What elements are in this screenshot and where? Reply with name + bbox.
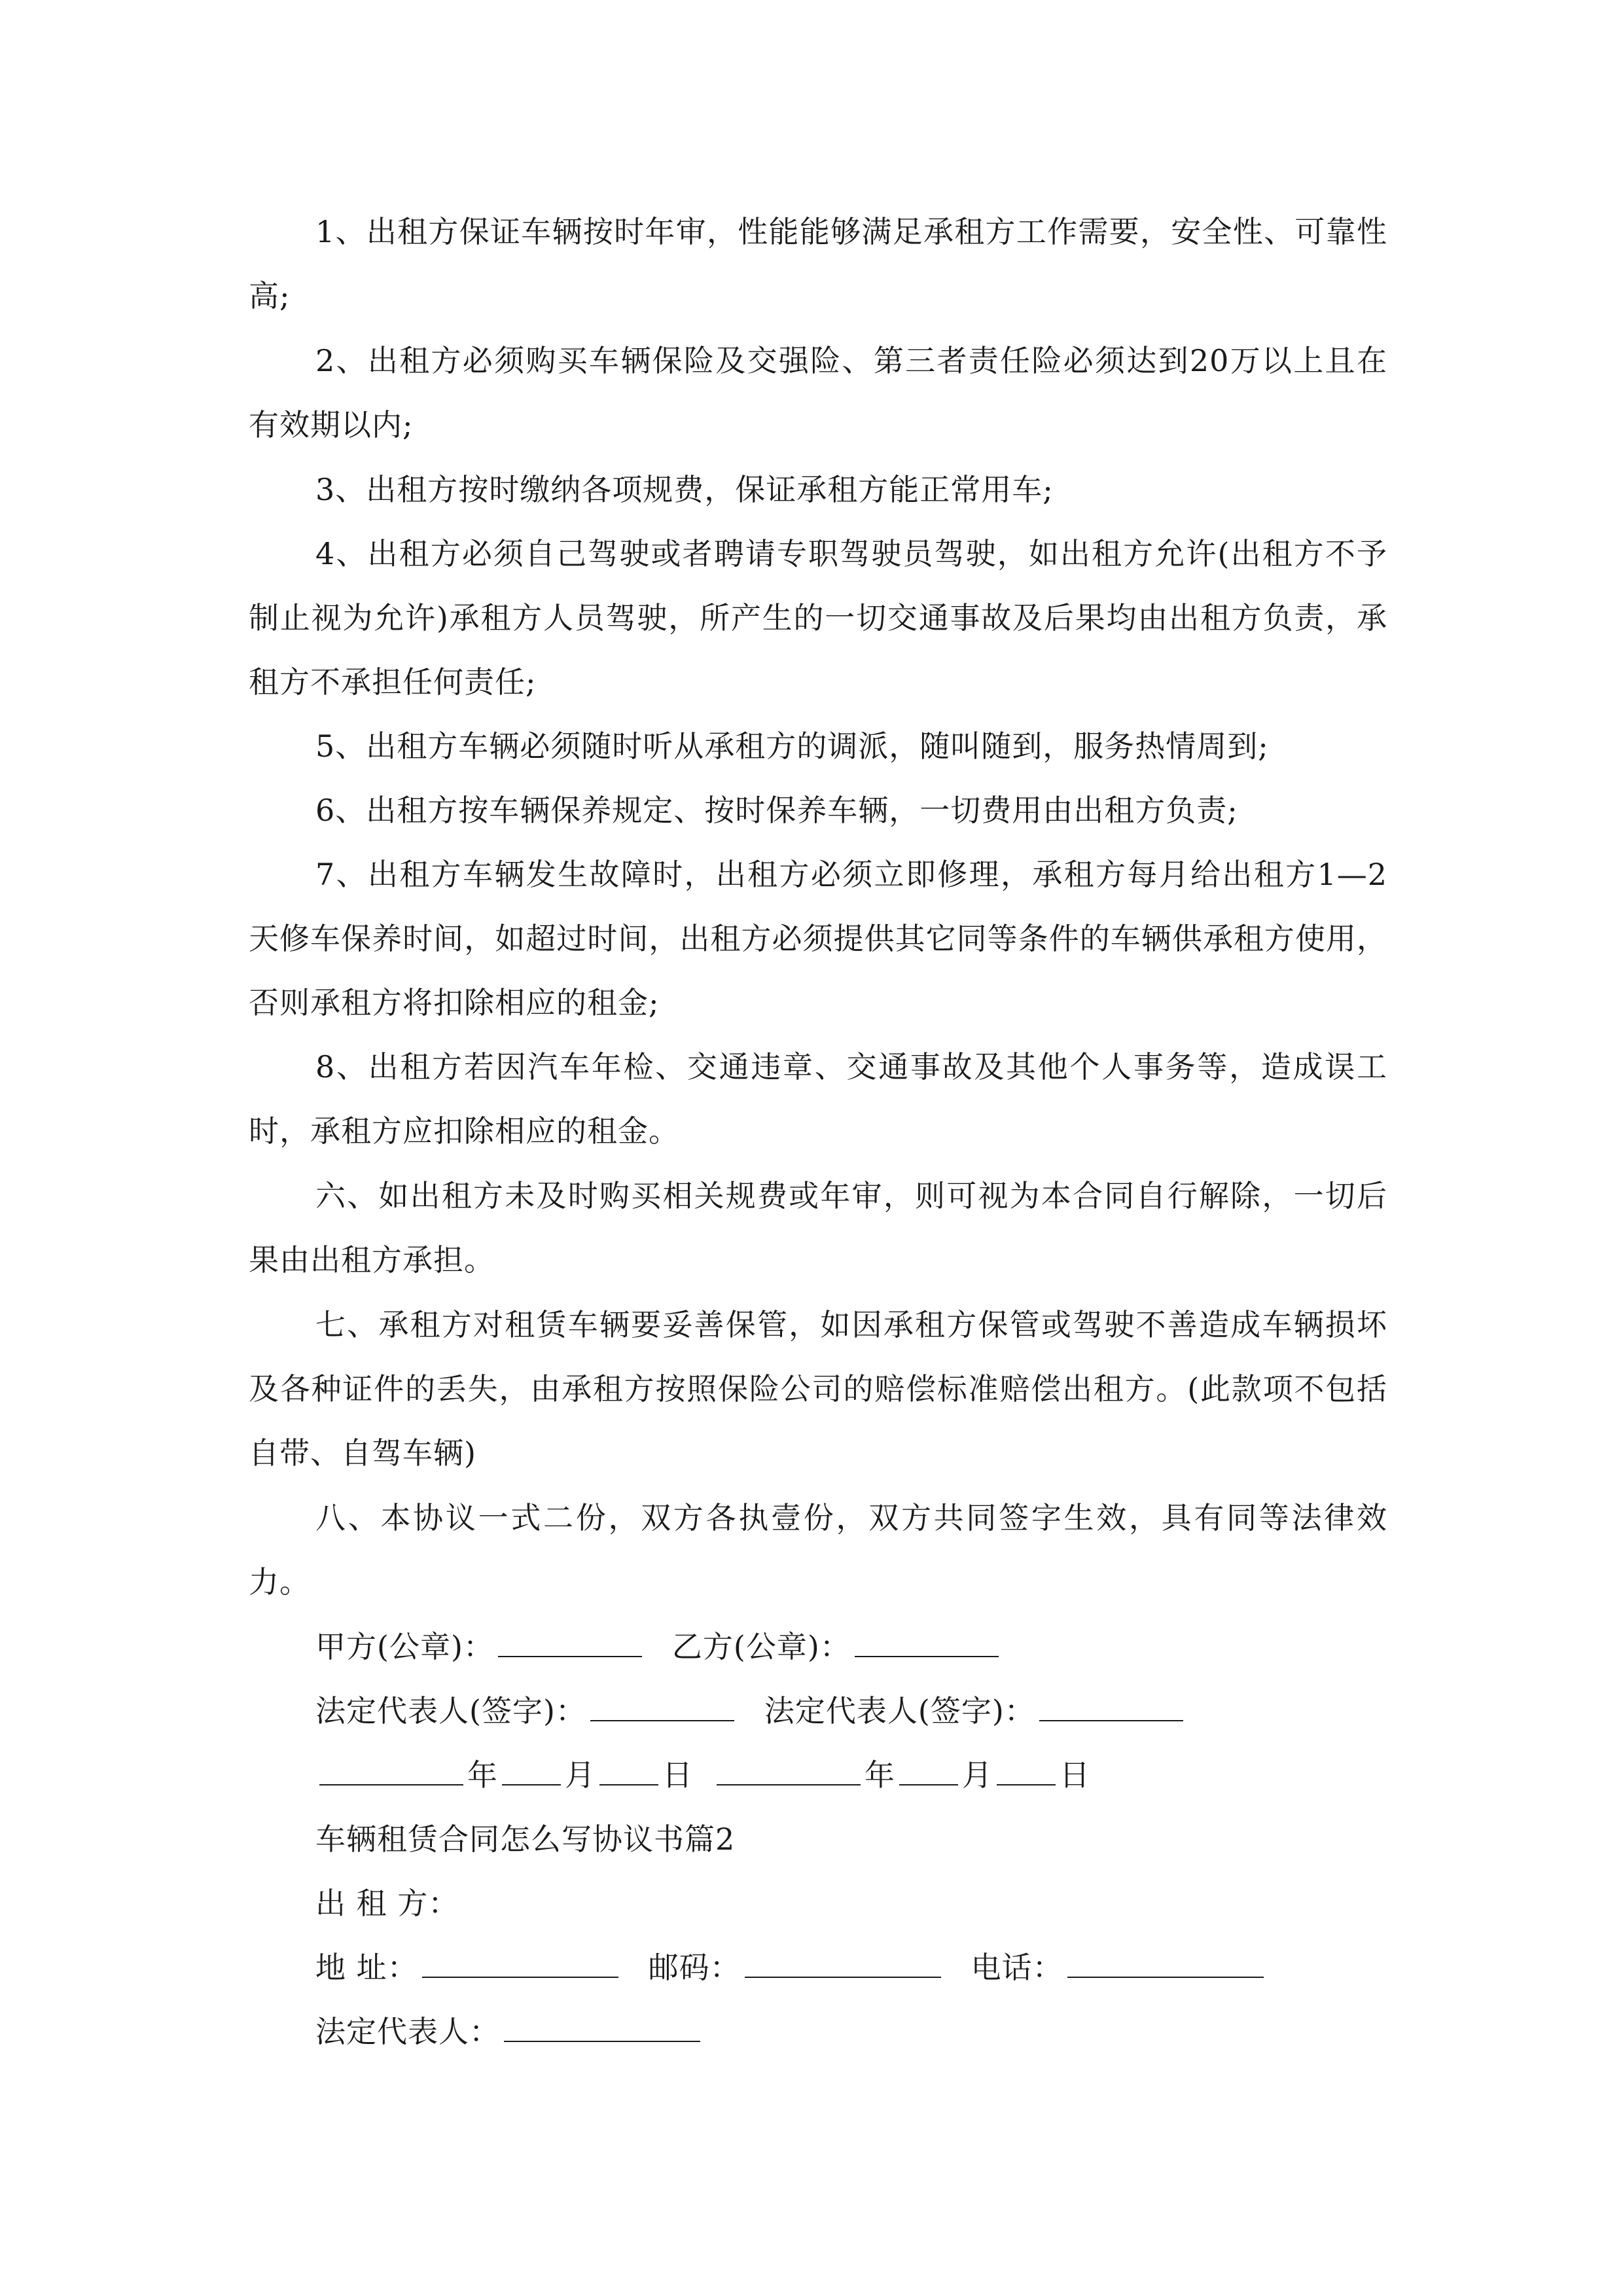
rep-b-label: 法定代表人(签字)： xyxy=(764,1693,1035,1729)
day-a-label: 日 xyxy=(662,1757,693,1793)
clause-6: 6、出租方按车辆保养规定、按时保养车辆，一切费用由出租方负责; xyxy=(315,793,1238,828)
party-a-seal-field[interactable] xyxy=(498,1630,642,1657)
contact-line xyxy=(315,1935,1268,2000)
rep-b-signature-field[interactable] xyxy=(1039,1694,1183,1721)
phone-field[interactable] xyxy=(1067,1950,1264,1978)
day-b-label: 日 xyxy=(1060,1757,1090,1793)
lessor-label: 出 租 方： xyxy=(315,1886,459,1921)
year-b-label: 年 xyxy=(865,1757,895,1793)
year-b-field[interactable] xyxy=(717,1758,861,1785)
year-a-field[interactable] xyxy=(319,1758,463,1785)
article-8: 八、本协议一式二份，双方各执壹份，双方共同签字生效，具有同等法律效力。 xyxy=(249,1500,1387,1600)
day-b-field[interactable] xyxy=(997,1758,1056,1785)
month-a-field[interactable] xyxy=(502,1758,561,1785)
party-a-label: 甲方(公章)： xyxy=(315,1629,494,1664)
date-line xyxy=(315,1743,1090,1807)
month-b-label: 月 xyxy=(962,1757,993,1793)
clause-2: 2、出租方必须购买车辆保险及交强险、第三者责任险必须达到20万以上且在有效期以内; xyxy=(249,343,1387,442)
clause-1: 1、出租方保证车辆按时年审，性能能够满足承租方工作需要，安全性、可靠性高; xyxy=(249,214,1387,314)
clause-7: 7、出租方车辆发生故障时，出租方必须立即修理，承租方每月给出租方1—2天修车保养时间，如超过时间，出租方必须提供其它同等条件的车辆供承租方使用，否则承租方将扣除相应的租金; xyxy=(249,857,1387,1020)
article-6: 六、如出租方未及时购买相关规费或年审，则可视为本合同自行解除，一切后果由出租方承担。 xyxy=(249,1178,1387,1278)
phone-label: 电话： xyxy=(971,1950,1063,1985)
rep-a-label: 法定代表人(签字)： xyxy=(315,1693,586,1729)
legal-rep-label: 法定代表人： xyxy=(315,2014,500,2049)
postcode-label: 邮码： xyxy=(648,1950,741,1985)
clause-8: 8、出租方若因汽车年检、交通违章、交通事故及其他个人事务等，造成误工时，承租方应扣除相应的租金。 xyxy=(249,1049,1387,1149)
party-b-label: 乙方(公章)： xyxy=(671,1629,851,1664)
address-label: 地 址： xyxy=(315,1950,418,1985)
rep-a-signature-field[interactable] xyxy=(590,1694,734,1721)
clause-3: 3、出租方按时缴纳各项规费，保证承租方能正常用车; xyxy=(315,472,1054,507)
article-7: 七、承租方对租赁车辆要妥善保管，如因承租方保管或驾驶不善造成车辆损坏及各种证件的丢失，由承租方按照保险公司的赔偿标准赔偿出租方。(此款项不包括自带、自驾车辆) xyxy=(249,1307,1387,1471)
year-a-label: 年 xyxy=(467,1757,498,1793)
section-heading: 车辆租赁合同怎么写协议书篇2 xyxy=(315,1821,736,1857)
legal-rep-section2-line xyxy=(315,2000,704,2064)
clause-4: 4、出租方必须自己驾驶或者聘请专职驾驶员驾驶，如出租方允许(出租方不予制止视为允许)承租方人员驾驶，所产生的一切交通事故及后果均由出租方负责，承租方不承担任何责任; xyxy=(249,536,1387,700)
month-b-field[interactable] xyxy=(899,1758,958,1785)
postcode-field[interactable] xyxy=(745,1950,941,1978)
party-seal-line xyxy=(315,1615,1003,1679)
month-a-label: 月 xyxy=(565,1757,596,1793)
address-field[interactable] xyxy=(422,1950,618,1978)
party-b-seal-field[interactable] xyxy=(855,1630,999,1657)
clause-5: 5、出租方车辆必须随时听从承租方的调派，随叫随到，服务热情周到; xyxy=(315,728,1269,764)
day-a-field[interactable] xyxy=(599,1758,658,1785)
legal-rep-field[interactable] xyxy=(504,2015,700,2042)
legal-rep-line xyxy=(315,1679,1187,1743)
